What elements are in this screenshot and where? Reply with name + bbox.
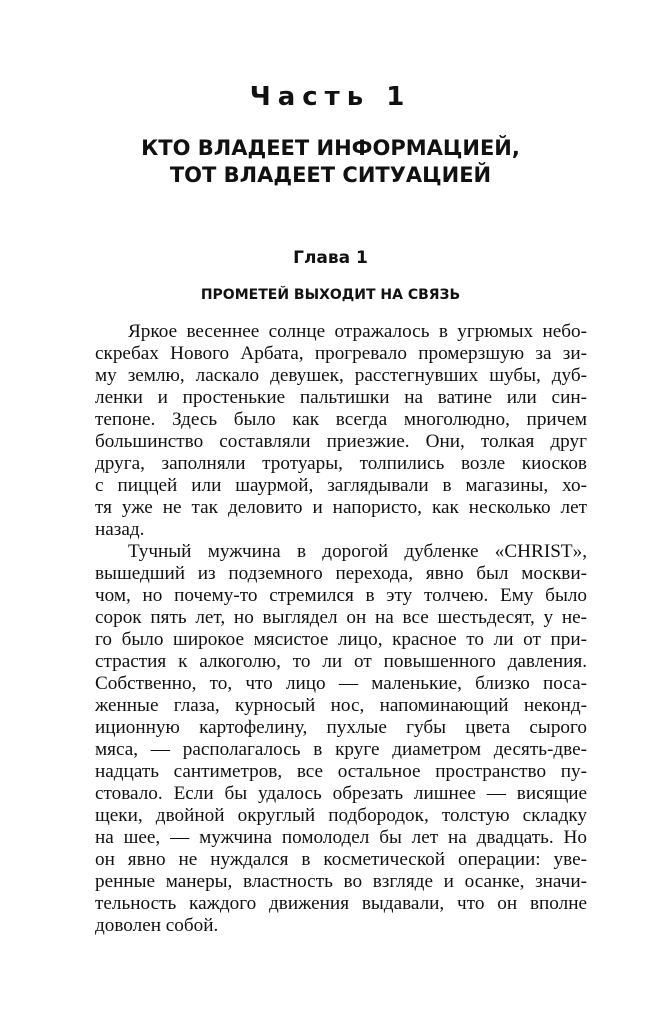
text-line: женные глаза, курносый нос, напоминающий неконд- (95, 695, 587, 716)
text-line: с пиццей или шаурмой, заглядывали в магазины, хо- (95, 475, 587, 496)
text-line: иционную картофелину, пухлые губы цвета сырого (95, 717, 587, 738)
paragraph (95, 541, 587, 937)
part-subtitle-line: КТО ВЛАДЕЕТ ИНФОРМАЦИЕЙ, (141, 136, 520, 160)
text-line: Собственно, то, что лицо — маленькие, близко поса- (95, 673, 587, 694)
text-line: сорок пять лет, но выглядел он на все шестьдесят, у не- (95, 607, 587, 628)
text-line: щеки, двойной округлый подбородок, толстую складку (95, 805, 587, 826)
chapter-title: Глава 1 (293, 248, 368, 268)
text-line: чом, но почему-то стремился в эту толчею. Ему было (95, 585, 587, 606)
text-line: страстия к алкоголю, то ли от повышенного давления. (95, 651, 587, 672)
text-line: Тучный мужчина в дорогой дубленке «CHRIST», (128, 541, 587, 562)
text-line: назад. (95, 519, 145, 540)
text-line: Яркое весеннее солнце отражалось в угрюмых небо- (128, 321, 587, 342)
text-line: вышедший из подземного перехода, явно был москви- (95, 563, 587, 584)
part-subtitle-line: ТОТ ВЛАДЕЕТ СИТУАЦИЕЙ (169, 163, 492, 187)
text-line: стовало. Если бы удалось обрезать лишнее — висящие (95, 783, 587, 804)
text-line: тепоне. Здесь было как всегда многолюдно, причем (95, 409, 587, 430)
text-line: большинство составляли приезжие. Они, толкая друг (95, 431, 587, 452)
text-line: му землю, ласкало девушек, расстегнувших шубы, дуб- (95, 365, 587, 386)
text-line: друга, заполняли тротуары, толпились возле киосков (95, 453, 587, 474)
body-text (95, 321, 587, 937)
chapter-subtitle: ПРОМЕТЕЙ ВЫХОДИТ НА СВЯЗЬ (200, 287, 461, 303)
text-line: тельность каждого движения выдавали, что он вполне (95, 893, 587, 914)
text-line: тя уже не так деловито и напористо, как несколько лет (95, 497, 587, 518)
text-line: на шее, — мужчина помолодел бы лет на двадцать. Но (95, 827, 587, 848)
text-line: ренные манеры, властность во взгляде и осанке, значи- (95, 871, 587, 892)
text-line: го было широкое мясистое лицо, красное то ли от при- (95, 629, 587, 650)
text-line: ленки и простенькие пальтишки на ватине или син- (95, 387, 587, 408)
text-line: надцать сантиметров, все остальное пространство пу- (95, 761, 587, 782)
text-line: он явно не нуждался в косметической операции: уве- (95, 849, 587, 870)
paragraph (95, 321, 587, 541)
text-line: мяса, — располагалось в круге диаметром десять-две- (95, 739, 587, 760)
text-line: доволен собой. (95, 915, 219, 936)
part-subtitle (0, 135, 661, 189)
part-title: Часть 1 (249, 82, 412, 112)
text-line: скребах Нового Арбата, прогревало промерзшую за зи- (95, 343, 587, 364)
